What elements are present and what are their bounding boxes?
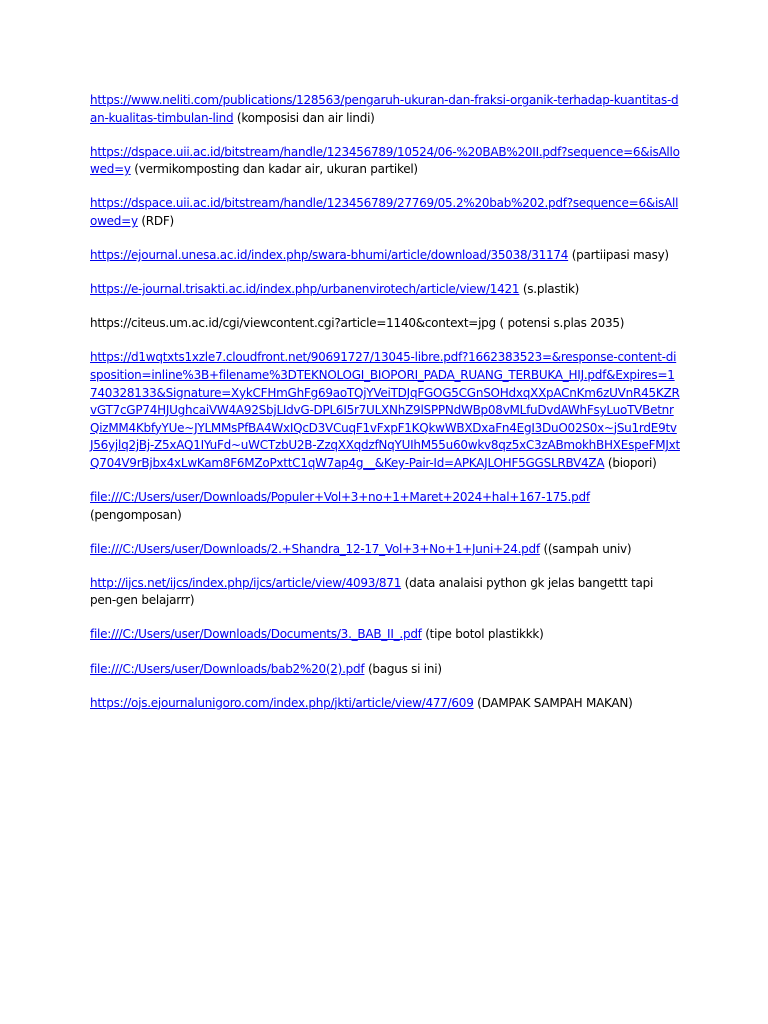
reference-entry-plain <box>90 315 680 333</box>
reference-link[interactable]: file:///C:/Users/user/Downloads/bab2%20(2).pdf <box>90 661 365 676</box>
reference-entry <box>90 92 680 127</box>
reference-note: (DAMPAK SAMPAH MAKAN) <box>473 695 633 710</box>
reference-note: (partiipasi masy) <box>568 248 669 263</box>
reference-note: (komposisi dan air lindi) <box>233 110 375 125</box>
reference-entry <box>90 349 680 472</box>
reference-link[interactable]: https://dspace.uii.ac.id/bitstream/handle/123456789/27769/05.2%20bab%202.pdf?sequence=6&isAllowed=y <box>90 196 679 228</box>
reference-link[interactable]: https://www.neliti.com/publications/128563/pengaruh-ukuran-dan-fraksi-organik-terhadap-kuantitas-dan-kualitas-timbulan-lind <box>90 93 679 125</box>
reference-link[interactable]: https://ejournal.unesa.ac.id/index.php/swara-bhumi/article/download/35038/31174 <box>90 248 569 263</box>
reference-note: (vermikomposting dan kadar air, ukuran partikel) <box>130 162 418 177</box>
reference-link[interactable]: file:///C:/Users/user/Downloads/2.+Shandra_12-17_Vol+3+No+1+Juni+24.pdf <box>90 541 540 556</box>
reference-note: (s.plastik) <box>519 282 580 297</box>
reference-link[interactable]: http://ijcs.net/ijcs/index.php/ijcs/article/view/4093/871 <box>90 575 402 590</box>
reference-entry <box>90 281 680 299</box>
reference-note: (bagus si ini) <box>364 661 442 676</box>
reference-plain-text: https://citeus.um.ac.id/cgi/viewcontent.cgi?article=1140&context=jpg ( potensi s.plas 2035) <box>90 316 625 331</box>
reference-link[interactable]: https://ojs.ejournalunigoro.com/index.php/jkti/article/view/477/609 <box>90 695 474 710</box>
reference-entry <box>90 195 680 230</box>
reference-entry <box>90 489 680 524</box>
reference-entry <box>90 661 680 679</box>
reference-entry <box>90 247 680 265</box>
reference-note: (pengomposan) <box>90 507 182 522</box>
reference-entry <box>90 626 680 644</box>
reference-entry <box>90 144 680 179</box>
reference-entry <box>90 575 680 610</box>
reference-note: (tipe botol plastikkk) <box>421 627 544 642</box>
reference-link[interactable]: file:///C:/Users/user/Downloads/Populer+Vol+3+no+1+Maret+2024+hal+167-175.pdf <box>90 490 590 504</box>
reference-entry <box>90 695 680 713</box>
reference-link[interactable]: file:///C:/Users/user/Downloads/Documents/3._BAB_II_.pdf <box>90 627 422 642</box>
reference-link[interactable]: https://e-journal.trisakti.ac.id/index.php/urbanenvirotech/article/view/1421 <box>90 282 520 297</box>
reference-note: (data analaisi python gk jelas bangettt tapi pen-gen belajarrr) <box>90 575 654 608</box>
reference-link[interactable]: https://dspace.uii.ac.id/bitstream/handle/123456789/10524/06-%20BAB%20II.pdf?sequence=6&isAllowed=y <box>90 144 680 177</box>
reference-note: (biopori) <box>604 455 657 470</box>
reference-entry <box>90 541 680 559</box>
reference-link[interactable]: https://d1wqtxts1xzle7.cloudfront.net/90691727/13045-libre.pdf?1662383523=&response-content-disposition=inline%3B+filename%3DTEKNOLOGI_BIOPORI_PADA_RUANG_TERBUKA_HIJ.pdf&Expires=1740328133&Signature=XykCFHmGhFg69aoTQjYVeiTDJqFGOG5CGnSOHdxqXXpACnKm6zUVnR45KZRvGT7cGP74HJUghcaiVW4A92SbjLIdvG-DPL6I5r7ULXNhZ9lSPPNdWBp08vMLfuDvdAWhFsyLuoTVBetnrQizMM4KbfyYUe~JYLMMsPfBA4WxIQcD3VCuqF1vFxpF1KQkwWBXDxaFn4EgI3DuO02S0x~jSu1rdE9tvJ56yjlq2jBj-Z5xAQ1IYuFd~uWCTzbU2B-ZzqXXqdzfNqYUIhM55u60wkv8qz5xC3zABmokhBHXEspeFMJxtQ704V9rBjbx4xLwKam8F6MZoPxttC1qW7ap4g__&Key-Pair-Id=APKAJLOHF5GGSLRBV4ZA <box>90 350 680 470</box>
reference-note: ((sampah univ) <box>539 541 632 556</box>
reference-note: (RDF) <box>137 213 174 228</box>
